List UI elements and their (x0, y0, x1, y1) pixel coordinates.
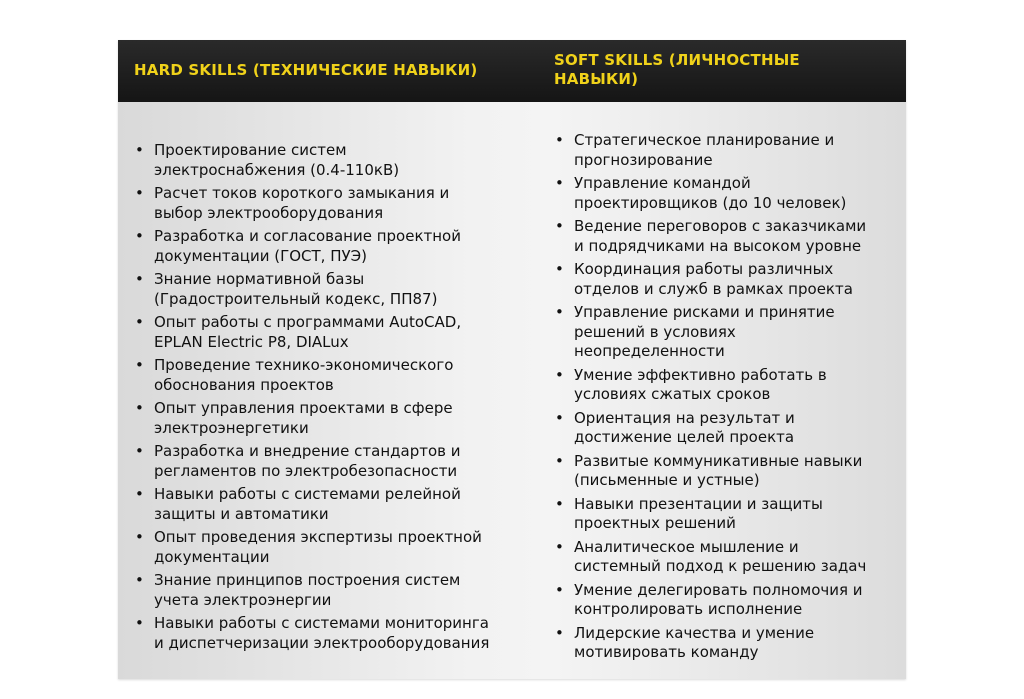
bullet-icon: • (555, 537, 564, 556)
bullet-icon: • (555, 451, 564, 470)
list-item (134, 485, 534, 524)
bullet-icon: • (135, 270, 144, 288)
hard-skills-heading: HARD SKILLS (ТЕХНИЧЕСКИЕ НАВЫКИ) (134, 61, 478, 79)
hard-skills-list (134, 141, 534, 657)
skill-text: Ориентация на результат и достижение целей проекта (574, 408, 795, 446)
skill-text: Управление рисками и принятие решений в условиях неопределенности (574, 303, 835, 360)
table-header (118, 40, 906, 102)
bullet-icon: • (555, 365, 564, 384)
skill-text: Управление командой проектировщиков (до 10 человек) (574, 174, 847, 212)
bullet-icon: • (555, 174, 564, 192)
bullet-icon: • (135, 399, 144, 417)
list-item (554, 409, 894, 448)
list-item (554, 624, 894, 663)
bullet-icon: • (135, 528, 144, 546)
list-item (554, 366, 894, 405)
list-item (554, 217, 894, 256)
skill-text: Опыт работы с программами AutoCAD, EPLAN Electric P8, DIALux (154, 313, 462, 351)
skill-text: Проведение технико-экономического обоснования проектов (154, 356, 454, 394)
bullet-icon: • (555, 217, 564, 235)
list-item (134, 184, 534, 223)
skill-text: Опыт проведения экспертизы проектной документации (154, 528, 482, 566)
list-item (134, 571, 534, 610)
bullet-icon: • (555, 494, 564, 513)
bullet-icon: • (135, 141, 144, 159)
bullet-icon: • (135, 614, 144, 632)
skill-text: Навыки работы с системами мониторинга и диспетчеризации электрооборудования (154, 614, 490, 652)
skill-text: Опыт управления проектами в сфере электроэнергетики (154, 399, 453, 437)
bullet-icon: • (555, 260, 564, 278)
list-item (554, 303, 894, 362)
skill-text: Навыки презентации и защиты проектных решений (574, 494, 823, 532)
list-item (554, 452, 894, 491)
skill-text: Навыки работы с системами релейной защиты и автоматики (154, 485, 461, 523)
bullet-icon: • (555, 303, 564, 321)
bullet-icon: • (135, 313, 144, 331)
list-item (554, 581, 894, 620)
bullet-icon: • (555, 623, 564, 642)
bullet-icon: • (135, 184, 144, 202)
skill-text: Умение эффективно работать в условиях сжатых сроков (574, 365, 827, 403)
list-item (134, 227, 534, 266)
list-item (134, 141, 534, 180)
list-item (554, 174, 894, 213)
skill-text: Знание принципов построения систем учета электроэнергии (154, 571, 461, 609)
bullet-icon: • (135, 571, 144, 589)
bullet-icon: • (555, 408, 564, 427)
skills-table (118, 40, 906, 679)
list-item (134, 442, 534, 481)
skill-text: Развитые коммуникативные навыки (письменные и устные) (574, 451, 863, 489)
skill-text: Умение делегировать полномочия и контролировать исполнение (574, 580, 863, 618)
list-item (554, 260, 894, 299)
list-item (134, 270, 534, 309)
skill-text: Проектирование систем электроснабжения (0.4-110кВ) (154, 141, 400, 179)
bullet-icon: • (135, 442, 144, 460)
skill-text: Лидерские качества и умение мотивировать команду (574, 623, 815, 661)
soft-skills-list (554, 131, 894, 667)
list-item (134, 528, 534, 567)
list-item (134, 313, 534, 352)
bullet-icon: • (135, 356, 144, 374)
skill-text: Разработка и согласование проектной документации (ГОСТ, ПУЭ) (154, 227, 461, 265)
skill-text: Ведение переговоров с заказчиками и подрядчиками на высоком уровне (574, 217, 867, 255)
skill-text: Разработка и внедрение стандартов и регламентов по электробезопасности (154, 442, 461, 480)
list-item (134, 399, 534, 438)
skill-text: Стратегическое планирование и прогнозирование (574, 131, 835, 169)
skill-text: Знание нормативной базы (Градостроительный кодекс, ПП87) (154, 270, 438, 308)
list-item (554, 495, 894, 534)
list-item (134, 614, 534, 653)
bullet-icon: • (555, 131, 564, 149)
skill-text: Координация работы различных отделов и служб в рамках проекта (574, 260, 853, 298)
skill-text: Аналитическое мышление и системный подход к решению задач (574, 537, 867, 575)
soft-skills-heading: SOFT SKILLS (ЛИЧНОСТНЫЕ НАВЫКИ) (554, 51, 800, 88)
bullet-icon: • (135, 485, 144, 503)
bullet-icon: • (555, 580, 564, 599)
list-item (554, 538, 894, 577)
bullet-icon: • (135, 227, 144, 245)
skill-text: Расчет токов короткого замыкания и выбор электрооборудования (154, 184, 450, 222)
list-item (134, 356, 534, 395)
list-item (554, 131, 894, 170)
